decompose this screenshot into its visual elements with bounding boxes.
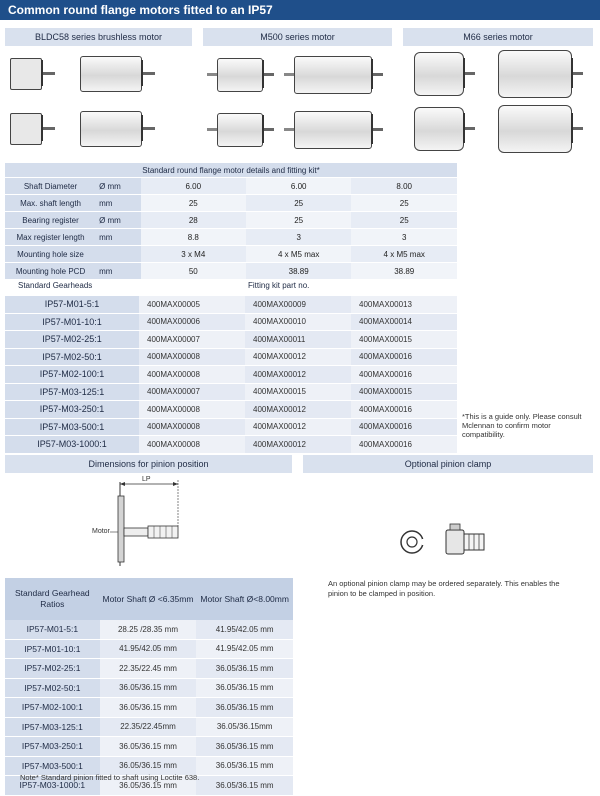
part-number: 400MAX00008 [139,401,245,419]
cell-value: 36.05/36.15 mm [100,737,197,757]
cell-value: 36.05/36.15 mm [196,698,293,718]
pinion-position-table [5,578,293,796]
table-row [5,195,457,212]
clamp-description: An optional pinion clamp may be ordered separately. This enables the pinion to be clamped in position. [328,579,560,598]
row-label: Max. shaft length [5,195,96,212]
row-label: IP57-M01-10:1 [5,313,139,331]
row-label: IP57-M03-125:1 [5,383,139,401]
fitting-kit-heading: Fitting kit part no. [248,281,310,290]
part-number: 400MAX00006 [139,313,245,331]
part-number: 400MAX00016 [351,348,457,366]
row-label: IP57-M03-1000:1 [5,776,100,796]
table-row [5,436,457,454]
part-number: 400MAX00010 [245,313,351,331]
row-label: IP57-M03-1000:1 [5,436,139,454]
cell-value: 6.00 [246,178,352,195]
cell-value: 36.05/36.15 mm [196,776,293,796]
cell-value: 41.95/42.05 mm [196,620,293,639]
section-header-m66: M66 series motor [403,28,593,46]
part-number: 400MAX00007 [139,331,245,349]
row-unit: mm [96,263,141,280]
row-label: IP57-M02-25:1 [5,331,139,349]
part-number: 400MAX00013 [351,296,457,313]
cell-value: 36.05/36.15 mm [100,756,197,776]
row-label: IP57-M02-25:1 [5,659,100,679]
table-row [5,331,457,349]
part-number: 400MAX00015 [351,331,457,349]
cell-value: 28.25 /28.35 mm [100,620,197,639]
cell-value: 8.00 [351,178,457,195]
guide-note: *This is a guide only. Please consult Mclennan to confirm motor compatibility. [462,412,582,439]
cell-value: 36.05/36.15 mm [196,659,293,679]
table-row [5,366,457,384]
cell-value: 38.89 [351,263,457,280]
part-number: 400MAX00007 [139,383,245,401]
table-row [5,698,293,718]
table-row [5,717,293,737]
cell-value: 3 [246,229,352,246]
row-label: Bearing register [5,212,96,229]
pinion-clamp-drawing [396,522,492,562]
table-row [5,229,457,246]
row-label: IP57-M02-100:1 [5,698,100,718]
cell-value: 25 [141,195,246,212]
row-label: IP57-M02-50:1 [5,678,100,698]
row-label: Mounting hole size [5,246,96,263]
row-unit: mm [96,195,141,212]
table-row [5,212,457,229]
table-row [5,348,457,366]
row-label: IP57-M03-250:1 [5,737,100,757]
row-unit [96,246,141,263]
table-row [5,678,293,698]
column-header-small-shaft: Motor Shaft Ø <6.35mm [100,578,197,620]
section-header-pinion: Dimensions for pinion position [5,455,292,473]
cell-value: 25 [351,195,457,212]
cell-value: 41.95/42.05 mm [196,639,293,659]
cell-value: 6.00 [141,178,246,195]
pinion-dimension-drawing [80,474,210,570]
row-unit: Ø mm [96,212,141,229]
row-label: IP57-M01-5:1 [5,620,100,639]
table-row [5,263,457,280]
part-number: 400MAX00016 [351,366,457,384]
part-number: 400MAX00008 [139,436,245,454]
cell-value: 22.35/22.45 mm [100,659,197,679]
table-row [5,383,457,401]
section-header-clamp: Optional pinion clamp [303,455,593,473]
motor-illustrations [0,48,600,158]
cell-value: 25 [246,212,352,229]
cell-value: 25 [351,212,457,229]
part-number: 400MAX00016 [351,436,457,454]
cell-value: 22.35/22.45mm [100,717,197,737]
row-label: IP57-M03-250:1 [5,401,139,419]
part-number: 400MAX00012 [245,436,351,454]
row-label: Mounting hole PCD [5,263,96,280]
row-label: IP57-M02-100:1 [5,366,139,384]
row-label: IP57-M03-125:1 [5,717,100,737]
part-number: 400MAX00005 [139,296,245,313]
cell-value: 38.89 [246,263,352,280]
table-row [5,401,457,419]
cell-value: 3 [351,229,457,246]
part-number: 400MAX00012 [245,348,351,366]
row-label: Shaft Diameter [5,178,96,195]
lp-label: LP [142,476,151,483]
cell-value: 36.05/36.15 mm [100,678,197,698]
row-label: IP57-M03-500:1 [5,756,100,776]
table-row [5,246,457,263]
section-header-m500: M500 series motor [203,28,392,46]
cell-value: 41.95/42.05 mm [100,639,197,659]
row-unit: Ø mm [96,178,141,195]
table-row [5,737,293,757]
column-header-ratio: Standard Gearhead Ratios [5,578,100,620]
cell-value: 36.05/36.15 mm [196,737,293,757]
part-number: 400MAX00015 [245,383,351,401]
part-number: 400MAX00012 [245,401,351,419]
cell-value: 36.05/36.15 mm [196,756,293,776]
motor-label: Motor [92,528,110,535]
part-number: 400MAX00008 [139,348,245,366]
table-row [5,620,293,639]
table-row [5,418,457,436]
gearheads-table [5,296,457,454]
part-number: 400MAX00009 [245,296,351,313]
table-row [5,178,457,195]
part-number: 400MAX00014 [351,313,457,331]
row-label: Max register length [5,229,96,246]
cell-value: 36.05/36.15 mm [100,698,197,718]
motor-details-caption: Standard round flange motor details and fitting kit* [5,163,457,178]
cell-value: 25 [246,195,352,212]
part-number: 400MAX00016 [351,418,457,436]
cell-value: 4 x M5 max [246,246,352,263]
part-number: 400MAX00011 [245,331,351,349]
row-unit: mm [96,229,141,246]
page-title: Common round flange motors fitted to an IP57 [0,0,600,20]
cell-value: 36.05/36.15 mm [196,678,293,698]
cell-value: 8.8 [141,229,246,246]
table-row [5,639,293,659]
part-number: 400MAX00016 [351,401,457,419]
cell-value: 4 x M5 max [351,246,457,263]
part-number: 400MAX00012 [245,418,351,436]
loctite-note: Note* Standard pinion fitted to shaft using Loctite 638. [20,773,200,782]
part-number: 400MAX00015 [351,383,457,401]
row-label: IP57-M01-5:1 [5,296,139,313]
row-label: IP57-M01-10:1 [5,639,100,659]
motor-details-table [5,163,457,280]
part-number: 400MAX00008 [139,366,245,384]
row-label: IP57-M03-500:1 [5,418,139,436]
cell-value: 36.05/36.15mm [196,717,293,737]
table-row [5,659,293,679]
table-row [5,296,457,313]
cell-value: 50 [141,263,246,280]
part-number: 400MAX00012 [245,366,351,384]
gearheads-heading: Standard Gearheads [18,281,93,290]
column-header-large-shaft: Motor Shaft Ø<8.00mm [196,578,293,620]
section-header-bldc58: BLDC58 series brushless motor [5,28,192,46]
row-label: IP57-M02-50:1 [5,348,139,366]
part-number: 400MAX00008 [139,418,245,436]
cell-value: 3 x M4 [141,246,246,263]
table-row [5,313,457,331]
cell-value: 28 [141,212,246,229]
cell-value: 36.05/36.15 mm [100,776,197,796]
